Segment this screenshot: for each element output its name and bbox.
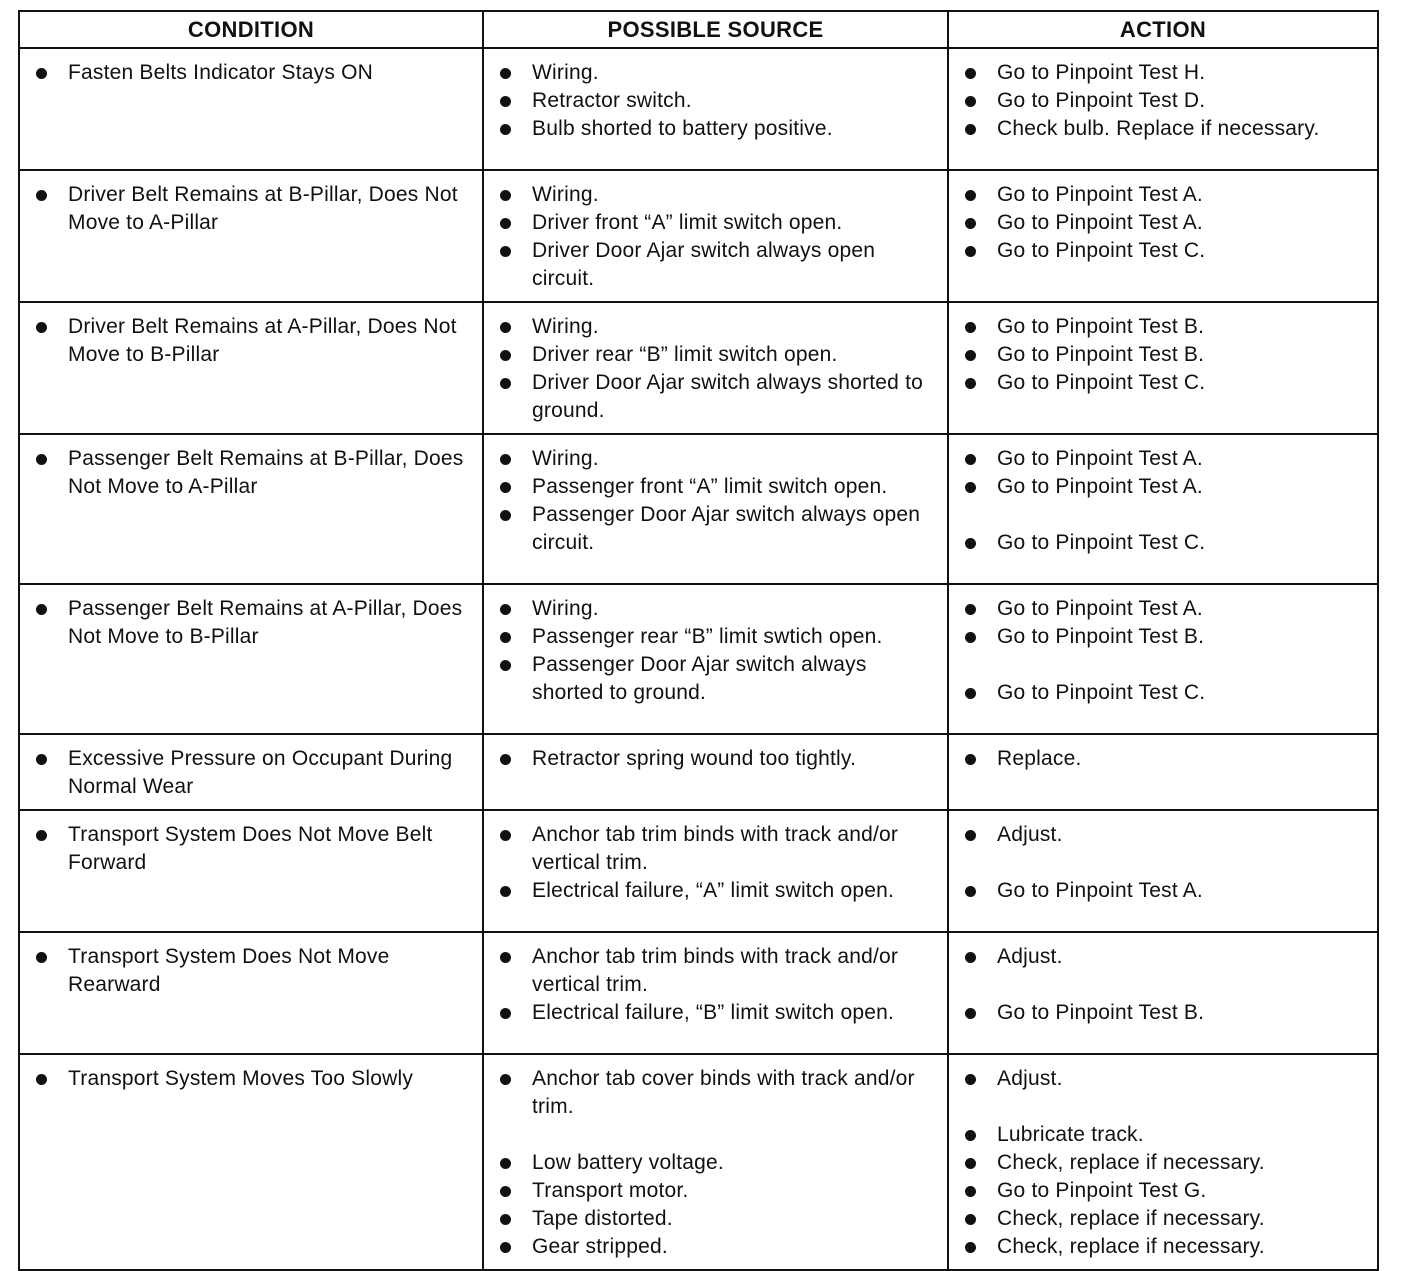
condition-cell [19, 434, 483, 584]
action-cell [948, 1054, 1378, 1270]
source-item: Wiring. [494, 59, 939, 87]
source-item: Tape distorted. [494, 1205, 939, 1233]
condition-cell [19, 302, 483, 434]
action-item: Go to Pinpoint Test A. [959, 595, 1369, 623]
action-cell [948, 434, 1378, 584]
table-row [19, 932, 1378, 1054]
condition-text: Passenger Belt Remains at B-Pillar, Does Not Move to A-Pillar [30, 445, 474, 501]
action-cell [948, 170, 1378, 302]
condition-text: Fasten Belts Indicator Stays ON [30, 59, 474, 87]
source-item: Driver rear “B” limit switch open. [494, 341, 939, 369]
action-item: Adjust. [959, 1065, 1369, 1093]
source-cell [483, 302, 948, 434]
source-cell [483, 1054, 948, 1270]
action-cell [948, 302, 1378, 434]
condition-text: Driver Belt Remains at B-Pillar, Does Not Move to A-Pillar [30, 181, 474, 237]
header-row [19, 11, 1378, 48]
action-item: Go to Pinpoint Test G. [959, 1177, 1369, 1205]
header-action: ACTION [948, 11, 1378, 48]
action-item: Go to Pinpoint Test C. [959, 679, 1369, 707]
condition-text: Passenger Belt Remains at A-Pillar, Does Not Move to B-Pillar [30, 595, 474, 651]
table-row [19, 584, 1378, 734]
source-item: Wiring. [494, 313, 939, 341]
action-cell [948, 932, 1378, 1054]
table-row [19, 810, 1378, 932]
table-row [19, 734, 1378, 810]
source-item: Electrical failure, “B” limit switch open. [494, 999, 939, 1027]
table-row [19, 434, 1378, 584]
troubleshooting-table [18, 10, 1379, 1271]
action-item: Adjust. [959, 821, 1369, 849]
action-item: Go to Pinpoint Test A. [959, 473, 1369, 501]
action-item: Go to Pinpoint Test C. [959, 237, 1369, 265]
action-item: Lubricate track. [959, 1121, 1369, 1149]
source-item: Transport motor. [494, 1177, 939, 1205]
source-item: Low battery voltage. [494, 1149, 939, 1177]
source-item: Anchor tab cover binds with track and/or trim. [494, 1065, 939, 1121]
table-row [19, 170, 1378, 302]
source-cell [483, 48, 948, 170]
source-item: Wiring. [494, 181, 939, 209]
source-cell [483, 810, 948, 932]
action-cell [948, 584, 1378, 734]
source-item: Driver Door Ajar switch always open circuit. [494, 237, 939, 293]
source-item: Electrical failure, “A” limit switch open. [494, 877, 939, 905]
source-cell [483, 584, 948, 734]
action-item: Go to Pinpoint Test C. [959, 369, 1369, 397]
troubleshooting-sheet [18, 10, 1377, 1271]
source-item: Passenger rear “B” limit swtich open. [494, 623, 939, 651]
action-item: Check, replace if necessary. [959, 1149, 1369, 1177]
source-item: Driver front “A” limit switch open. [494, 209, 939, 237]
source-item: Retractor spring wound too tightly. [494, 745, 939, 773]
source-item: Wiring. [494, 595, 939, 623]
condition-cell [19, 810, 483, 932]
source-item: Driver Door Ajar switch always shorted to ground. [494, 369, 939, 425]
source-item: Anchor tab trim binds with track and/or vertical trim. [494, 821, 939, 877]
action-item: Check bulb. Replace if necessary. [959, 115, 1369, 143]
action-item: Adjust. [959, 943, 1369, 971]
condition-cell [19, 48, 483, 170]
source-item: Passenger front “A” limit switch open. [494, 473, 939, 501]
action-cell [948, 48, 1378, 170]
action-item: Go to Pinpoint Test H. [959, 59, 1369, 87]
action-item: Go to Pinpoint Test B. [959, 999, 1369, 1027]
action-cell [948, 734, 1378, 810]
action-cell [948, 810, 1378, 932]
action-item: Go to Pinpoint Test A. [959, 181, 1369, 209]
header-condition: CONDITION [19, 11, 483, 48]
source-cell [483, 434, 948, 584]
source-item: Passenger Door Ajar switch always open circuit. [494, 501, 939, 557]
condition-cell [19, 584, 483, 734]
source-item: Retractor switch. [494, 87, 939, 115]
action-item: Go to Pinpoint Test A. [959, 445, 1369, 473]
condition-text: Transport System Does Not Move Rearward [30, 943, 474, 999]
header-possible-source: POSSIBLE SOURCE [483, 11, 948, 48]
table-row [19, 302, 1378, 434]
source-item: Wiring. [494, 445, 939, 473]
action-item: Check, replace if necessary. [959, 1233, 1369, 1261]
source-item: Bulb shorted to battery positive. [494, 115, 939, 143]
source-cell [483, 734, 948, 810]
action-item: Replace. [959, 745, 1369, 773]
condition-cell [19, 1054, 483, 1270]
action-item: Go to Pinpoint Test B. [959, 313, 1369, 341]
condition-cell [19, 170, 483, 302]
condition-cell [19, 734, 483, 810]
action-item: Go to Pinpoint Test C. [959, 529, 1369, 557]
source-item: Anchor tab trim binds with track and/or vertical trim. [494, 943, 939, 999]
table-row [19, 1054, 1378, 1270]
condition-text: Excessive Pressure on Occupant During Normal Wear [30, 745, 474, 801]
source-cell [483, 170, 948, 302]
action-item: Go to Pinpoint Test B. [959, 623, 1369, 651]
table-row [19, 48, 1378, 170]
condition-text: Transport System Moves Too Slowly [30, 1065, 474, 1093]
source-cell [483, 932, 948, 1054]
source-item: Gear stripped. [494, 1233, 939, 1261]
action-item: Go to Pinpoint Test D. [959, 87, 1369, 115]
condition-text: Transport System Does Not Move Belt Forward [30, 821, 474, 877]
action-item: Check, replace if necessary. [959, 1205, 1369, 1233]
condition-text: Driver Belt Remains at A-Pillar, Does Not Move to B-Pillar [30, 313, 474, 369]
action-item: Go to Pinpoint Test B. [959, 341, 1369, 369]
action-item: Go to Pinpoint Test A. [959, 209, 1369, 237]
condition-cell [19, 932, 483, 1054]
action-item: Go to Pinpoint Test A. [959, 877, 1369, 905]
source-item: Passenger Door Ajar switch always shorted to ground. [494, 651, 939, 707]
